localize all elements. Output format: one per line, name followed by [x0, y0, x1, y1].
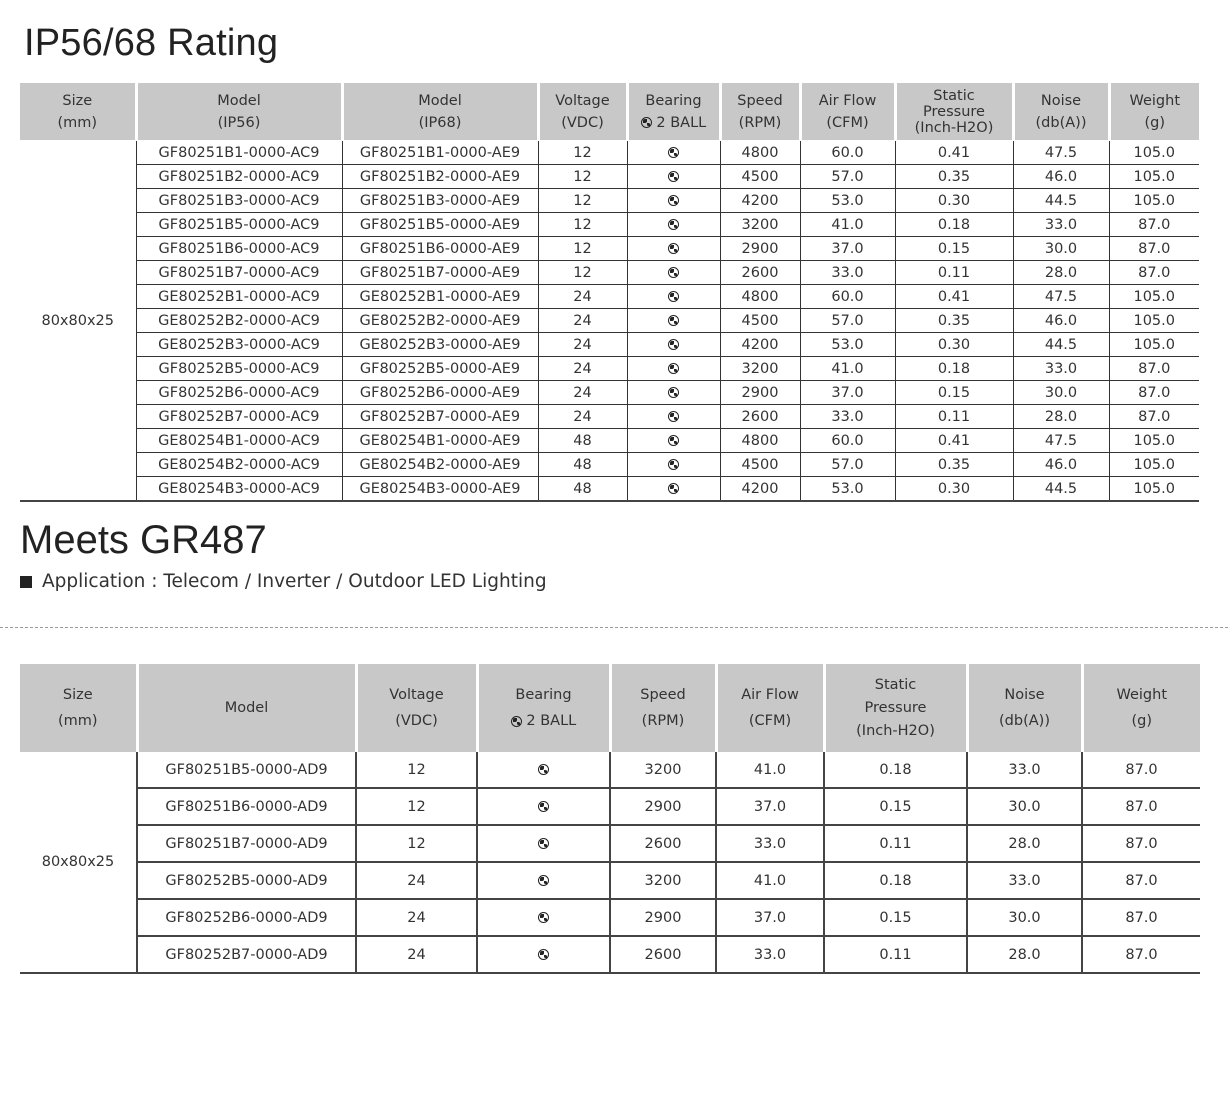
bearing-cell [627, 357, 720, 381]
airflow-cell: 60.0 [800, 141, 895, 165]
voltage-cell: 12 [538, 189, 627, 213]
table-row [20, 936, 1200, 973]
size-cell: 80x80x25 [20, 752, 137, 973]
airflow-cell: 53.0 [800, 477, 895, 502]
voltage-cell: 24 [538, 405, 627, 429]
noise-cell: 30.0 [967, 899, 1082, 936]
header-voltage: Voltage (VDC) [538, 83, 627, 141]
weight-cell: 87.0 [1109, 357, 1199, 381]
weight-cell: 105.0 [1109, 189, 1199, 213]
table-header-row [20, 664, 1200, 752]
ball-bearing-icon [668, 411, 679, 422]
voltage-cell: 12 [538, 141, 627, 165]
header-static-pressure: Static Pressure (Inch-H2O) [895, 83, 1013, 141]
header-model: Model [137, 664, 356, 752]
ball-bearing-icon [668, 339, 679, 350]
model-ip56-cell: GE80254B1-0000-AC9 [136, 429, 342, 453]
weight-cell: 105.0 [1109, 429, 1199, 453]
weight-cell: 87.0 [1109, 237, 1199, 261]
airflow-cell: 53.0 [800, 333, 895, 357]
ball-bearing-icon [538, 875, 549, 886]
ball-bearing-icon [538, 912, 549, 923]
airflow-cell: 60.0 [800, 285, 895, 309]
header-size: Size (mm) [20, 83, 136, 141]
table-row [20, 825, 1200, 862]
header-bearing: Bearing 2 BALL [627, 83, 720, 141]
model-ip56-cell: GF80252B6-0000-AC9 [136, 381, 342, 405]
voltage-cell: 12 [356, 752, 477, 788]
speed-cell: 4200 [720, 189, 800, 213]
ball-bearing-icon [538, 949, 549, 960]
model-ip68-cell: GF80251B3-0000-AE9 [342, 189, 538, 213]
airflow-cell: 37.0 [716, 899, 824, 936]
bearing-cell [627, 333, 720, 357]
model-ip68-cell: GE80254B1-0000-AE9 [342, 429, 538, 453]
model-ip68-cell: GF80252B5-0000-AE9 [342, 357, 538, 381]
noise-cell: 28.0 [1013, 405, 1109, 429]
speed-cell: 4500 [720, 309, 800, 333]
application-text: Application : Telecom / Inverter / Outdoor LED Lighting [42, 571, 547, 592]
voltage-cell: 24 [356, 899, 477, 936]
noise-cell: 28.0 [967, 936, 1082, 973]
voltage-cell: 12 [538, 261, 627, 285]
airflow-cell: 37.0 [716, 788, 824, 825]
noise-cell: 44.5 [1013, 189, 1109, 213]
table-row [20, 333, 1199, 357]
speed-cell: 4200 [720, 477, 800, 502]
weight-cell: 105.0 [1109, 333, 1199, 357]
static-pressure-cell: 0.11 [895, 261, 1013, 285]
weight-cell: 87.0 [1082, 936, 1200, 973]
ball-bearing-icon [668, 483, 679, 494]
speed-cell: 2600 [610, 936, 716, 973]
voltage-cell: 12 [538, 237, 627, 261]
speed-cell: 2600 [720, 405, 800, 429]
weight-cell: 87.0 [1109, 381, 1199, 405]
voltage-cell: 24 [538, 309, 627, 333]
header-weight: Weight (g) [1082, 664, 1200, 752]
model-ip56-cell: GF80252B5-0000-AC9 [136, 357, 342, 381]
model-ip56-cell: GF80251B2-0000-AC9 [136, 165, 342, 189]
dashed-divider [0, 627, 1228, 628]
table-row [20, 381, 1199, 405]
static-pressure-cell: 0.41 [895, 285, 1013, 309]
noise-cell: 47.5 [1013, 141, 1109, 165]
header-speed: Speed (RPM) [720, 83, 800, 141]
model-ip68-cell: GE80252B1-0000-AE9 [342, 285, 538, 309]
noise-cell: 33.0 [1013, 213, 1109, 237]
bearing-cell [627, 405, 720, 429]
weight-cell: 105.0 [1109, 141, 1199, 165]
table-row [20, 213, 1199, 237]
model-ip56-cell: GF80251B6-0000-AC9 [136, 237, 342, 261]
weight-cell: 87.0 [1082, 788, 1200, 825]
model-ip56-cell: GF80252B7-0000-AC9 [136, 405, 342, 429]
bearing-cell [627, 429, 720, 453]
model-cell: GF80251B7-0000-AD9 [137, 825, 356, 862]
ball-bearing-icon [668, 219, 679, 230]
table-row [20, 477, 1199, 502]
noise-cell: 33.0 [967, 862, 1082, 899]
model-ip68-cell: GF80251B7-0000-AE9 [342, 261, 538, 285]
bearing-cell [627, 285, 720, 309]
weight-cell: 105.0 [1109, 165, 1199, 189]
weight-cell: 105.0 [1109, 453, 1199, 477]
table-row [20, 165, 1199, 189]
airflow-cell: 33.0 [716, 936, 824, 973]
header-speed: Speed (RPM) [610, 664, 716, 752]
speed-cell: 3200 [610, 862, 716, 899]
model-ip56-cell: GE80254B3-0000-AC9 [136, 477, 342, 502]
noise-cell: 30.0 [967, 788, 1082, 825]
voltage-cell: 24 [356, 862, 477, 899]
airflow-cell: 33.0 [716, 825, 824, 862]
model-cell: GF80252B6-0000-AD9 [137, 899, 356, 936]
gr487-table [20, 664, 1200, 974]
voltage-cell: 24 [538, 381, 627, 405]
ball-bearing-icon [538, 764, 549, 775]
airflow-cell: 37.0 [800, 237, 895, 261]
noise-cell: 28.0 [967, 825, 1082, 862]
speed-cell: 4800 [720, 429, 800, 453]
speed-cell: 2900 [720, 381, 800, 405]
voltage-cell: 24 [356, 936, 477, 973]
ball-bearing-icon [668, 459, 679, 470]
bearing-cell [477, 752, 610, 788]
ball-bearing-icon [668, 267, 679, 278]
model-cell: GF80251B5-0000-AD9 [137, 752, 356, 788]
header-static-pressure: Static Pressure (Inch-H2O) [824, 664, 967, 752]
voltage-cell: 48 [538, 477, 627, 502]
noise-cell: 44.5 [1013, 333, 1109, 357]
bearing-cell [627, 237, 720, 261]
header-model-ip68: Model (IP68) [342, 83, 538, 141]
model-cell: GF80252B5-0000-AD9 [137, 862, 356, 899]
bearing-cell [627, 309, 720, 333]
weight-cell: 87.0 [1082, 899, 1200, 936]
speed-cell: 3200 [720, 213, 800, 237]
model-ip68-cell: GE80252B3-0000-AE9 [342, 333, 538, 357]
header-voltage: Voltage (VDC) [356, 664, 477, 752]
noise-cell: 47.5 [1013, 429, 1109, 453]
ball-bearing-icon [668, 171, 679, 182]
bearing-cell [627, 189, 720, 213]
weight-cell: 87.0 [1109, 213, 1199, 237]
static-pressure-cell: 0.15 [824, 899, 967, 936]
weight-cell: 87.0 [1082, 825, 1200, 862]
model-ip56-cell: GE80252B1-0000-AC9 [136, 285, 342, 309]
ip-rating-table [20, 83, 1199, 502]
table-row [20, 309, 1199, 333]
voltage-cell: 12 [356, 825, 477, 862]
header-airflow: Air Flow (CFM) [716, 664, 824, 752]
model-cell: GF80252B7-0000-AD9 [137, 936, 356, 973]
voltage-cell: 12 [538, 213, 627, 237]
airflow-cell: 37.0 [800, 381, 895, 405]
header-size: Size (mm) [20, 664, 137, 752]
ball-bearing-icon [538, 838, 549, 849]
model-ip56-cell: GF80251B5-0000-AC9 [136, 213, 342, 237]
speed-cell: 3200 [720, 357, 800, 381]
noise-cell: 33.0 [967, 752, 1082, 788]
bearing-cell [477, 788, 610, 825]
table-row [20, 453, 1199, 477]
airflow-cell: 41.0 [800, 357, 895, 381]
airflow-cell: 41.0 [716, 862, 824, 899]
static-pressure-cell: 0.11 [895, 405, 1013, 429]
weight-cell: 87.0 [1109, 405, 1199, 429]
static-pressure-cell: 0.15 [824, 788, 967, 825]
airflow-cell: 53.0 [800, 189, 895, 213]
model-ip56-cell: GE80252B3-0000-AC9 [136, 333, 342, 357]
header-weight: Weight (g) [1109, 83, 1199, 141]
header-noise: Noise (db(A)) [967, 664, 1082, 752]
bearing-cell [627, 141, 720, 165]
ball-bearing-icon [668, 315, 679, 326]
bearing-cell [627, 261, 720, 285]
weight-cell: 105.0 [1109, 309, 1199, 333]
table-row [20, 189, 1199, 213]
voltage-cell: 24 [538, 357, 627, 381]
speed-cell: 4200 [720, 333, 800, 357]
bearing-cell [627, 453, 720, 477]
airflow-cell: 60.0 [800, 429, 895, 453]
speed-cell: 2900 [610, 899, 716, 936]
static-pressure-cell: 0.35 [895, 165, 1013, 189]
noise-cell: 46.0 [1013, 309, 1109, 333]
ball-bearing-icon [668, 435, 679, 446]
header-airflow: Air Flow (CFM) [800, 83, 895, 141]
weight-cell: 105.0 [1109, 285, 1199, 309]
bearing-cell [477, 899, 610, 936]
static-pressure-cell: 0.30 [895, 333, 1013, 357]
speed-cell: 2600 [720, 261, 800, 285]
weight-cell: 105.0 [1109, 477, 1199, 502]
header-bearing: Bearing 2 BALL [477, 664, 610, 752]
voltage-cell: 12 [356, 788, 477, 825]
bearing-cell [627, 381, 720, 405]
static-pressure-cell: 0.18 [895, 357, 1013, 381]
noise-cell: 28.0 [1013, 261, 1109, 285]
weight-cell: 87.0 [1082, 752, 1200, 788]
speed-cell: 4500 [720, 165, 800, 189]
voltage-cell: 48 [538, 453, 627, 477]
model-ip68-cell: GE80254B2-0000-AE9 [342, 453, 538, 477]
speed-cell: 2900 [610, 788, 716, 825]
static-pressure-cell: 0.18 [824, 862, 967, 899]
bearing-cell [477, 825, 610, 862]
table-row [20, 261, 1199, 285]
speed-cell: 3200 [610, 752, 716, 788]
static-pressure-cell: 0.15 [895, 237, 1013, 261]
table-row [20, 405, 1199, 429]
bullet-square-icon [20, 576, 32, 588]
model-ip56-cell: GF80251B1-0000-AC9 [136, 141, 342, 165]
static-pressure-cell: 0.41 [895, 141, 1013, 165]
speed-cell: 4800 [720, 141, 800, 165]
static-pressure-cell: 0.15 [895, 381, 1013, 405]
application-line [20, 571, 547, 592]
table-row [20, 141, 1199, 165]
model-ip68-cell: GE80254B3-0000-AE9 [342, 477, 538, 502]
weight-cell: 87.0 [1082, 862, 1200, 899]
section1-title: IP56/68 Rating [24, 22, 279, 64]
table-row [20, 237, 1199, 261]
table-row [20, 788, 1200, 825]
static-pressure-cell: 0.11 [824, 825, 967, 862]
noise-cell: 46.0 [1013, 165, 1109, 189]
ball-bearing-icon [668, 387, 679, 398]
bearing-cell [627, 477, 720, 502]
speed-cell: 2600 [610, 825, 716, 862]
airflow-cell: 33.0 [800, 261, 895, 285]
static-pressure-cell: 0.35 [895, 453, 1013, 477]
size-cell: 80x80x25 [20, 141, 136, 502]
model-ip56-cell: GF80251B7-0000-AC9 [136, 261, 342, 285]
static-pressure-cell: 0.18 [824, 752, 967, 788]
section2-title: Meets GR487 [20, 518, 267, 562]
ball-bearing-icon [668, 291, 679, 302]
model-ip56-cell: GE80254B2-0000-AC9 [136, 453, 342, 477]
header-noise: Noise (db(A)) [1013, 83, 1109, 141]
airflow-cell: 33.0 [800, 405, 895, 429]
weight-cell: 87.0 [1109, 261, 1199, 285]
table-row [20, 752, 1200, 788]
bearing-cell [477, 936, 610, 973]
ball-bearing-icon [641, 117, 652, 128]
noise-cell: 30.0 [1013, 237, 1109, 261]
airflow-cell: 57.0 [800, 309, 895, 333]
table-row [20, 429, 1199, 453]
ball-bearing-icon [668, 363, 679, 374]
airflow-cell: 41.0 [800, 213, 895, 237]
ball-bearing-icon [511, 716, 522, 727]
noise-cell: 47.5 [1013, 285, 1109, 309]
model-ip68-cell: GF80251B2-0000-AE9 [342, 165, 538, 189]
bearing-cell [627, 165, 720, 189]
static-pressure-cell: 0.30 [895, 477, 1013, 502]
voltage-cell: 12 [538, 165, 627, 189]
table-row [20, 862, 1200, 899]
speed-cell: 4800 [720, 285, 800, 309]
voltage-cell: 24 [538, 285, 627, 309]
bearing-cell [627, 213, 720, 237]
ball-bearing-icon [668, 147, 679, 158]
voltage-cell: 48 [538, 429, 627, 453]
ball-bearing-icon [668, 195, 679, 206]
model-ip68-cell: GF80251B1-0000-AE9 [342, 141, 538, 165]
noise-cell: 46.0 [1013, 453, 1109, 477]
table-row [20, 357, 1199, 381]
airflow-cell: 57.0 [800, 453, 895, 477]
model-ip68-cell: GE80252B2-0000-AE9 [342, 309, 538, 333]
noise-cell: 30.0 [1013, 381, 1109, 405]
model-cell: GF80251B6-0000-AD9 [137, 788, 356, 825]
table-header-row [20, 83, 1199, 141]
airflow-cell: 57.0 [800, 165, 895, 189]
model-ip68-cell: GF80252B7-0000-AE9 [342, 405, 538, 429]
voltage-cell: 24 [538, 333, 627, 357]
table-row [20, 285, 1199, 309]
bearing-cell [477, 862, 610, 899]
speed-cell: 4500 [720, 453, 800, 477]
ball-bearing-icon [538, 801, 549, 812]
model-ip68-cell: GF80251B6-0000-AE9 [342, 237, 538, 261]
static-pressure-cell: 0.41 [895, 429, 1013, 453]
static-pressure-cell: 0.11 [824, 936, 967, 973]
speed-cell: 2900 [720, 237, 800, 261]
static-pressure-cell: 0.18 [895, 213, 1013, 237]
static-pressure-cell: 0.35 [895, 309, 1013, 333]
airflow-cell: 41.0 [716, 752, 824, 788]
model-ip68-cell: GF80251B5-0000-AE9 [342, 213, 538, 237]
header-model-ip56: Model (IP56) [136, 83, 342, 141]
noise-cell: 33.0 [1013, 357, 1109, 381]
model-ip68-cell: GF80252B6-0000-AE9 [342, 381, 538, 405]
model-ip56-cell: GF80251B3-0000-AC9 [136, 189, 342, 213]
table-row [20, 899, 1200, 936]
static-pressure-cell: 0.30 [895, 189, 1013, 213]
model-ip56-cell: GE80252B2-0000-AC9 [136, 309, 342, 333]
noise-cell: 44.5 [1013, 477, 1109, 502]
ball-bearing-icon [668, 243, 679, 254]
